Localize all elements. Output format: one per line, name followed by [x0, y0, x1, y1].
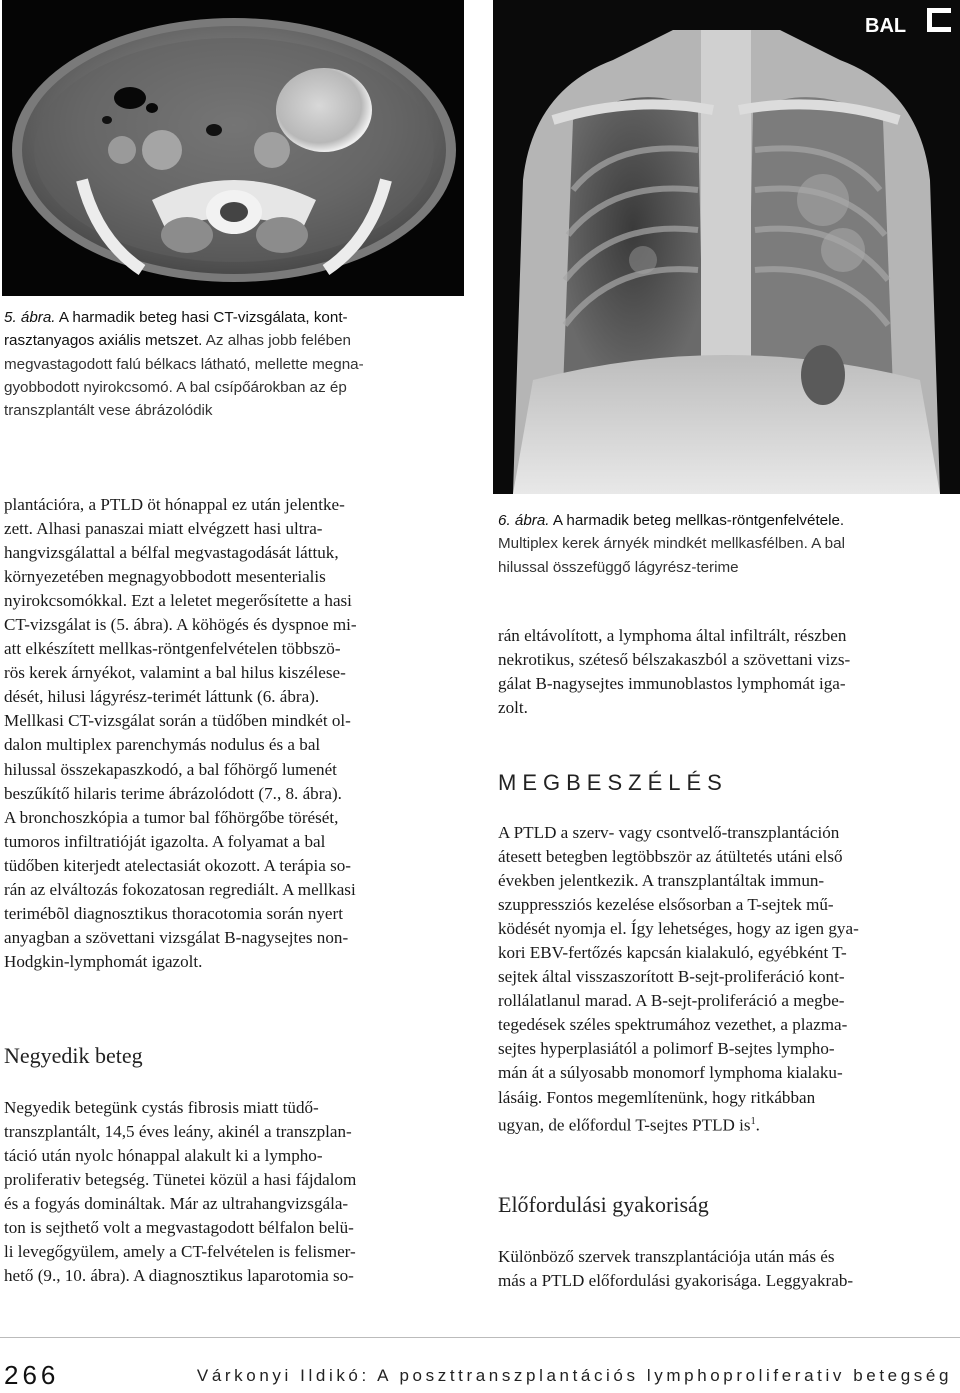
body-line: más a PTLD előfordulási gyakorisága. Leggyakrab- [498, 1271, 854, 1291]
body-line: rán eltávolított, a lymphoma által infiltrált, részben [498, 626, 847, 645]
caption-line: gyobbodott nyirokcsomó. A bal csípőárokban az ép [4, 378, 347, 396]
figure-6-caption [498, 509, 953, 579]
section-heading-megbeszeles: MEGBESZÉLÉS [498, 770, 728, 795]
right-column-paragraph-3 [498, 1245, 957, 1293]
body-line: ton is sejthető volt a megvastagodott bélfalon belü- [4, 1218, 354, 1238]
body-line: dalon multiplex parenchymás nodulus és a bal [4, 735, 321, 755]
section-heading-elofordulasi-gyakorisag: Előfordulási gyakoriság [498, 1192, 709, 1217]
body-line: Különböző szervek transzplantációja után más és [498, 1247, 835, 1266]
body-line: ködését nyomja el. Így lehetséges, hogy az igen gya- [498, 919, 859, 939]
body-line [498, 1110, 957, 1138]
chest-xray-image [493, 0, 960, 494]
body-line: rös kerek árnyékot, valamint a bal hilus kiszélese- [4, 663, 346, 683]
body-line: Mellkasi CT-vizsgálat során a tüdőben mindkét ol- [4, 711, 351, 731]
body-line: nyirokcsomókkal. Ezt a leletet megerősítette a hasi [4, 591, 352, 611]
body-line: lásáig. Fontos megemlítenünk, hogy ritkábban [498, 1087, 816, 1107]
page-number: 266 [4, 1360, 60, 1390]
running-title: Várkonyi Ildikó: A poszttranszplantációs lymphoproliferativ betegség [196, 1366, 952, 1385]
ct-scan-image [2, 0, 464, 296]
body-line: hangvizsgálattal a bélfal megvastagodását láttuk, [4, 543, 339, 563]
body-line: zett. Alhasi panaszai miatt elvégzett hasi ultra- [4, 519, 323, 539]
caption-line: transzplantált vese ábrázolódik [4, 402, 213, 420]
right-column-paragraph-1 [498, 624, 957, 720]
body-line: sejtek által visszaszorított B-sejt-proliferáció kont- [498, 967, 845, 987]
body-line: nekrotikus, széteső bélszakaszból a szövettani vizs- [498, 650, 851, 670]
left-column [4, 493, 463, 974]
body-line: CT-vizsgálat is (5. ábra). A köhögés és dyspnoe mi- [4, 615, 357, 635]
body-line: rollálatlanul marad. A B-sejt-proliferáció a megbe- [498, 991, 845, 1011]
body-line: években jelentkezik. A transzplantáltak immun- [498, 871, 825, 891]
body-line: proliferativ betegség. Tünetei közül a hasi fájdalom [4, 1170, 357, 1190]
body-line: Hodgkin-lymphomát igazolt. [4, 951, 203, 971]
caption-line: Multiplex kerek árnyék mindkét mellkasfélben. A bal [498, 535, 845, 553]
caption-line: megvastagodott falú bélkacs látható, mellette megna- [4, 355, 364, 373]
left-column-paragraph-2 [4, 1096, 463, 1288]
body-line: transzplantált, 14,5 éves leány, akinél a transzplan- [4, 1122, 352, 1142]
body-line: átesett betegben legtöbbször az átültetés utáni első [498, 847, 843, 867]
body-line-text: ugyan, de előfordul T-sejtes PTLD is [498, 1115, 751, 1135]
caption-line: rasztanyagos axiális metszet. Az alhas jobb felében [4, 332, 351, 350]
body-line: hető (9., 10. ábra). A diagnosztikus laparotomia so- [4, 1266, 354, 1286]
body-line: anyagban a szövettani vizsgálat B-nagysejtes non- [4, 927, 349, 947]
body-line: kori EBV-fertőzés kapcsán kialakuló, egyébként T- [498, 943, 847, 963]
body-line: gálat B-nagysejtes immunoblastos lymphomát iga- [498, 674, 846, 694]
body-line: plantációra, a PTLD öt hónappal ez után jelentke- [4, 495, 345, 514]
body-line: beszűkítő hilaris terime ábrázolódott (7., 8. ábra). [4, 783, 342, 803]
body-line: tumoros infiltratióját igazolta. A folyamat a bal [4, 831, 326, 851]
body-line: táció után nyolc hónappal alakult ki a lympho- [4, 1146, 323, 1166]
body-line: Negyedik betegünk cystás fibrosis miatt tüdő- [4, 1098, 319, 1117]
xray-side-label: BAL [865, 15, 907, 37]
body-line: és a fogyás domináltak. Már az ultrahangvizsgála- [4, 1194, 349, 1214]
body-line: li levegőgyülem, amely a CT-felvételen is felismer- [4, 1242, 356, 1262]
xray-corner-marker [927, 8, 951, 32]
caption-line: hilussal összefüggő lágyrész-terime [498, 558, 739, 576]
body-line: tüdőben kiterjedt atelectasiát okozott. A terápia so- [4, 855, 351, 875]
body-line: környezetében megnagyobbodott mesenterialis [4, 567, 326, 587]
body-line: mán át a súlyosabb monomorf lymphoma kialaku- [498, 1063, 843, 1083]
body-line: terimébõl diagnosztikus thoracotomia során nyert [4, 903, 343, 923]
body-line: zolt. [498, 698, 528, 718]
reference-superscript: 1 [750, 1115, 756, 1127]
footer-divider [0, 1337, 960, 1338]
caption-line: 6. ábra. A harmadik beteg mellkas-röntgenfelvétele. [498, 512, 845, 529]
section-heading-negyedik-beteg: Negyedik beteg [4, 1043, 143, 1068]
right-column-paragraph-2 [498, 821, 957, 1137]
figure-5-caption [4, 306, 459, 422]
body-line: hilussal összekapaszkodó, a bal főhörgő lumenét [4, 759, 337, 779]
body-line: dését, hilusi lágyrész-terimét láttunk (6. ábra). [4, 687, 320, 707]
body-line: tegedések széles spektrumához vezethet, a plazma- [498, 1015, 848, 1035]
sentence-end: . [755, 1115, 760, 1135]
body-line: sejtes hyperplasiától a polimorf B-sejtes lympho- [498, 1039, 835, 1059]
body-line: A bronchoszkópia a tumor bal főhörgőbe törését, [4, 807, 339, 827]
caption-line: 5. ábra. A harmadik beteg hasi CT-vizsgálata, kont- [4, 309, 348, 326]
body-line: A PTLD a szerv- vagy csontvelő-transzplantáción [498, 823, 840, 842]
body-line: att elkészített mellkas-röntgenfelvételen többszö- [4, 639, 341, 659]
body-line: rán az elváltozás fokozatosan regrediált. A mellkasi [4, 879, 356, 899]
body-line: szuppressziós kezelése elsősorban a T-sejtek mű- [498, 895, 834, 915]
